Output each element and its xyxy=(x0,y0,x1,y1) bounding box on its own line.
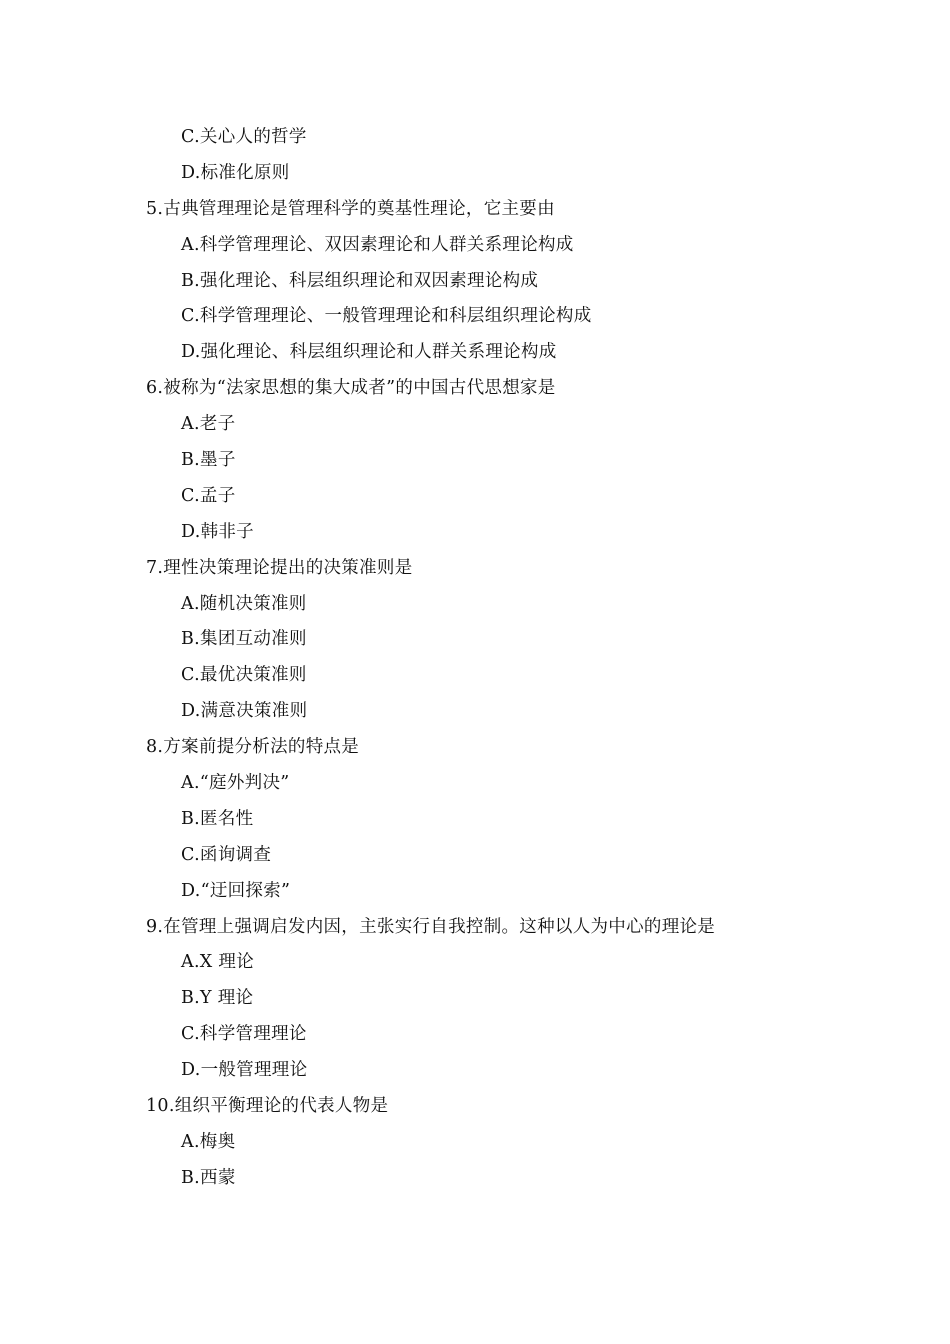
answer-option: C.最优决策准则 xyxy=(181,665,307,686)
answer-option: A.X 理论 xyxy=(181,952,255,973)
answer-option: A.随机决策准则 xyxy=(181,593,307,614)
answer-option: D.韩非子 xyxy=(181,521,254,542)
answer-option: B.西蒙 xyxy=(181,1167,236,1188)
question-list xyxy=(146,120,846,1197)
answer-option: B.集团互动准则 xyxy=(181,629,307,650)
answer-option: C.函询调查 xyxy=(181,844,272,865)
answer-option: A.老子 xyxy=(181,414,236,435)
answer-option: D.“迂回探索” xyxy=(181,880,291,901)
answer-option: D.满意决策准则 xyxy=(181,701,308,722)
answer-option: C.科学管理理论 xyxy=(181,1024,307,1045)
answer-option: B.匿名性 xyxy=(181,808,254,829)
question-stem: 10.组织平衡理论的代表人物是 xyxy=(146,1096,389,1117)
answer-option: A.梅奥 xyxy=(181,1131,236,1152)
answer-option: D.标准化原则 xyxy=(181,162,290,183)
answer-option: A.“庭外判决” xyxy=(181,773,290,794)
question-stem: 5.古典管理理论是管理科学的奠基性理论，它主要由 xyxy=(146,198,555,219)
answer-option: B.Y 理论 xyxy=(181,988,254,1009)
question-stem: 7.理性决策理论提出的决策准则是 xyxy=(146,557,413,578)
question-stem: 8.方案前提分析法的特点是 xyxy=(146,737,360,758)
answer-option: C.孟子 xyxy=(181,485,236,506)
answer-option: A.科学管理理论、双因素理论和人群关系理论构成 xyxy=(181,234,574,255)
question-stem: 6.被称为“法家思想的集大成者”的中国古代思想家是 xyxy=(146,378,556,399)
answer-option: D.强化理论、科层组织理论和人群关系理论构成 xyxy=(181,342,557,363)
answer-option: C.关心人的哲学 xyxy=(181,127,307,147)
answer-option: C.科学管理理论、一般管理理论和科层组织理论构成 xyxy=(181,306,592,327)
answer-option: B.墨子 xyxy=(181,450,236,471)
answer-option: B.强化理论、科层组织理论和双因素理论构成 xyxy=(181,270,539,291)
question-stem: 9.在管理上强调启发内因，主张实行自我控制。这种以人为中心的理论是 xyxy=(146,916,716,937)
answer-option: D.一般管理理论 xyxy=(181,1060,308,1081)
